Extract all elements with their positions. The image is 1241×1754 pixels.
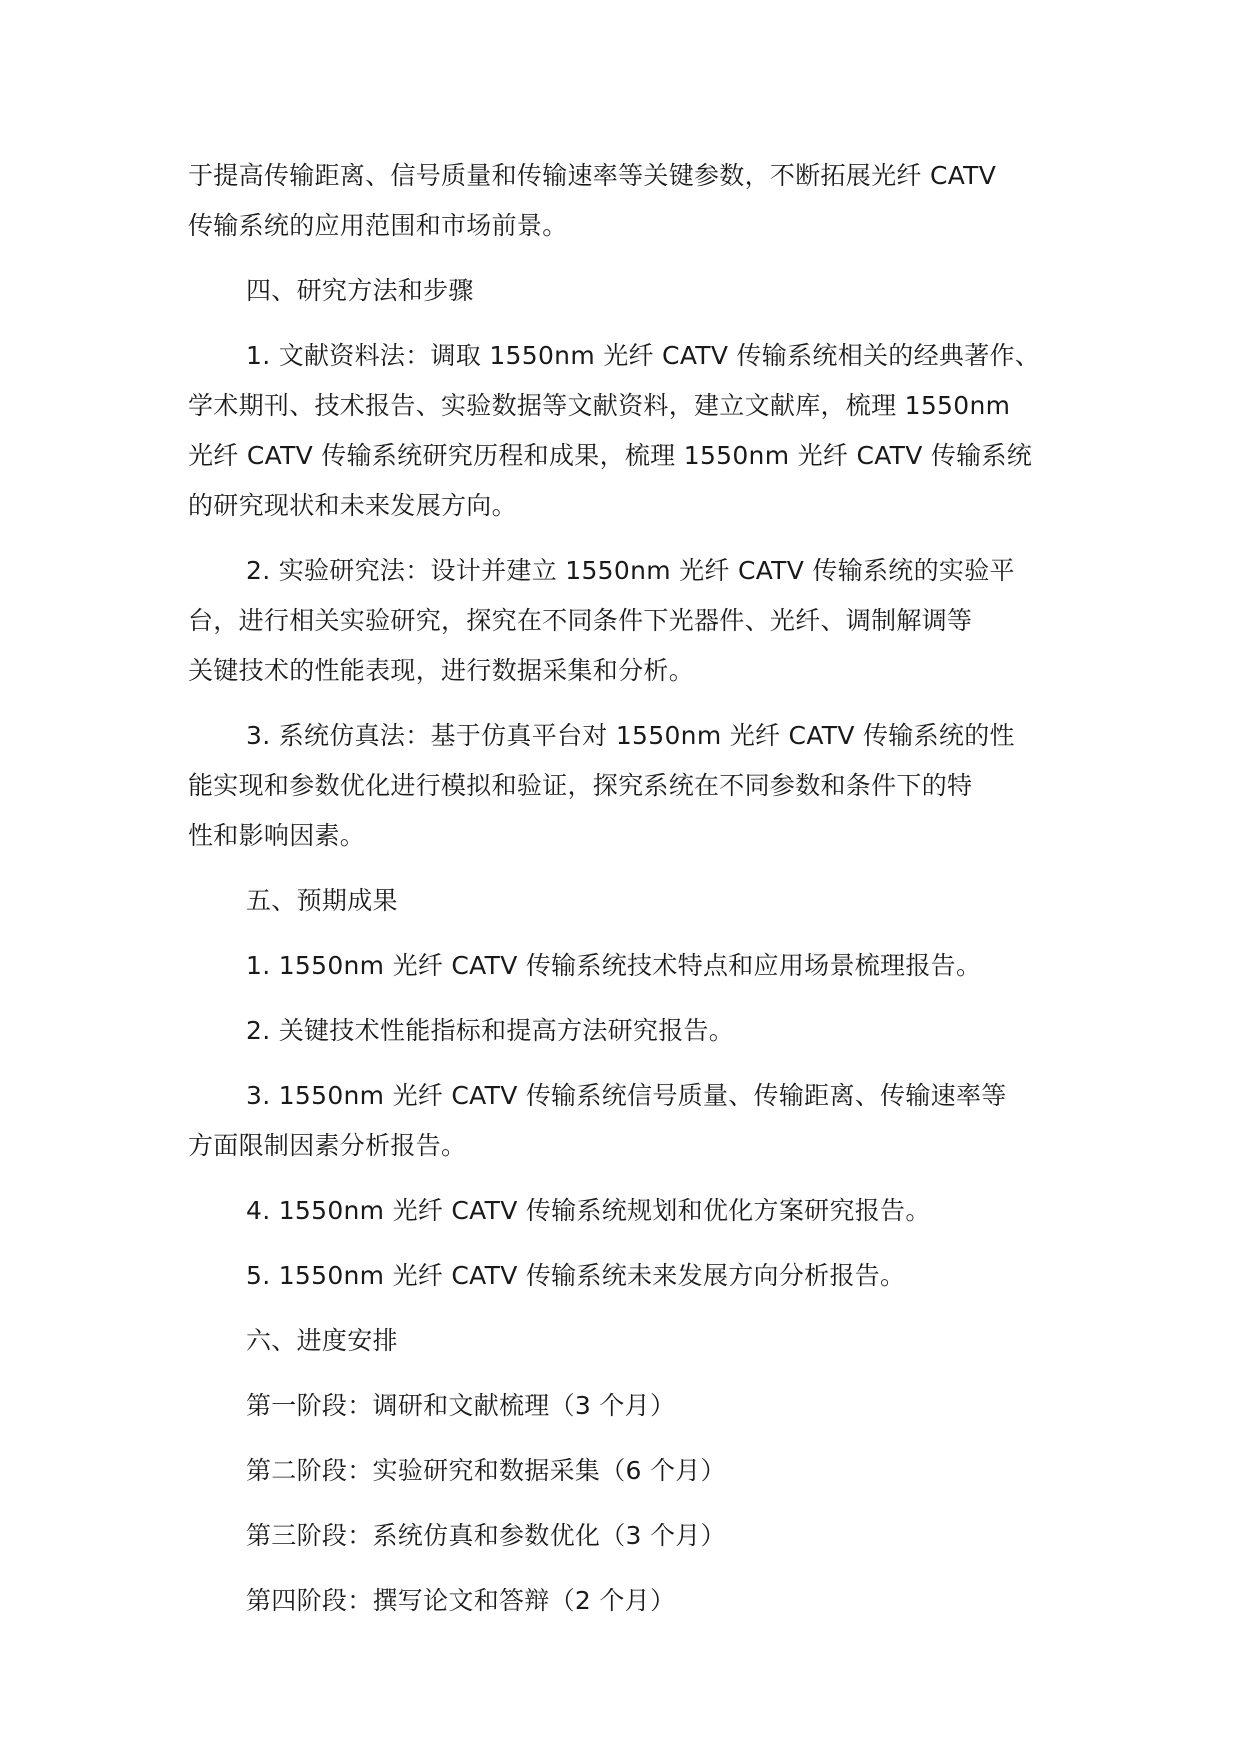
text-line: 第三阶段：系统仿真和参数优化（3 个月）	[246, 1521, 726, 1550]
text-line: 第二阶段：实验研究和数据采集（6 个月）	[246, 1456, 726, 1485]
text-line: 的研究现状和未来发展方向。	[188, 491, 517, 520]
text-line: 1. 1550nm 光纤 CATV 传输系统技术特点和应用场景梳理报告。	[246, 951, 982, 980]
text-line: 台，进行相关实验研究，探究在不同条件下光器件、光纤、调制解调等	[188, 606, 973, 635]
text-line: 方面限制因素分析报告。	[188, 1131, 467, 1160]
text-line: 能实现和参数优化进行模拟和验证，探究系统在不同参数和条件下的特	[188, 771, 973, 800]
text-line: 关键技术的性能表现，进行数据采集和分析。	[188, 656, 695, 685]
section-heading: 六、进度安排	[246, 1326, 398, 1355]
text-line: 2. 关键技术性能指标和提高方法研究报告。	[246, 1016, 735, 1045]
text-line: 第一阶段：调研和文献梳理（3 个月）	[246, 1391, 676, 1420]
text-line: 学术期刊、技术报告、实验数据等文献资料，建立文献库，梳理 1550nm	[188, 391, 1011, 420]
text-line: 1. 文献资料法：调取 1550nm 光纤 CATV 传输系统相关的经典著作、	[246, 341, 1041, 370]
text-line: 于提高传输距离、信号质量和传输速率等关键参数，不断拓展光纤 CATV	[188, 161, 997, 190]
text-line: 3. 1550nm 光纤 CATV 传输系统信号质量、传输距离、传输速率等	[246, 1081, 1007, 1110]
text-line: 光纤 CATV 传输系统研究历程和成果，梳理 1550nm 光纤 CATV 传输系统	[188, 441, 1033, 470]
text-line: 传输系统的应用范围和市场前景。	[188, 211, 568, 240]
text-line: 性和影响因素。	[188, 821, 366, 850]
text-line: 2. 实验研究法：设计并建立 1550nm 光纤 CATV 传输系统的实验平	[246, 556, 1015, 585]
section-heading: 五、预期成果	[246, 886, 398, 915]
text-line: 5. 1550nm 光纤 CATV 传输系统未来发展方向分析报告。	[246, 1261, 906, 1290]
text-line: 第四阶段：撰写论文和答辩（2 个月）	[246, 1586, 676, 1615]
document-body	[188, 151, 1068, 1626]
text-line: 4. 1550nm 光纤 CATV 传输系统规划和优化方案研究报告。	[246, 1196, 931, 1225]
text-line: 3. 系统仿真法：基于仿真平台对 1550nm 光纤 CATV 传输系统的性	[246, 721, 1015, 750]
section-heading: 四、研究方法和步骤	[246, 276, 474, 305]
